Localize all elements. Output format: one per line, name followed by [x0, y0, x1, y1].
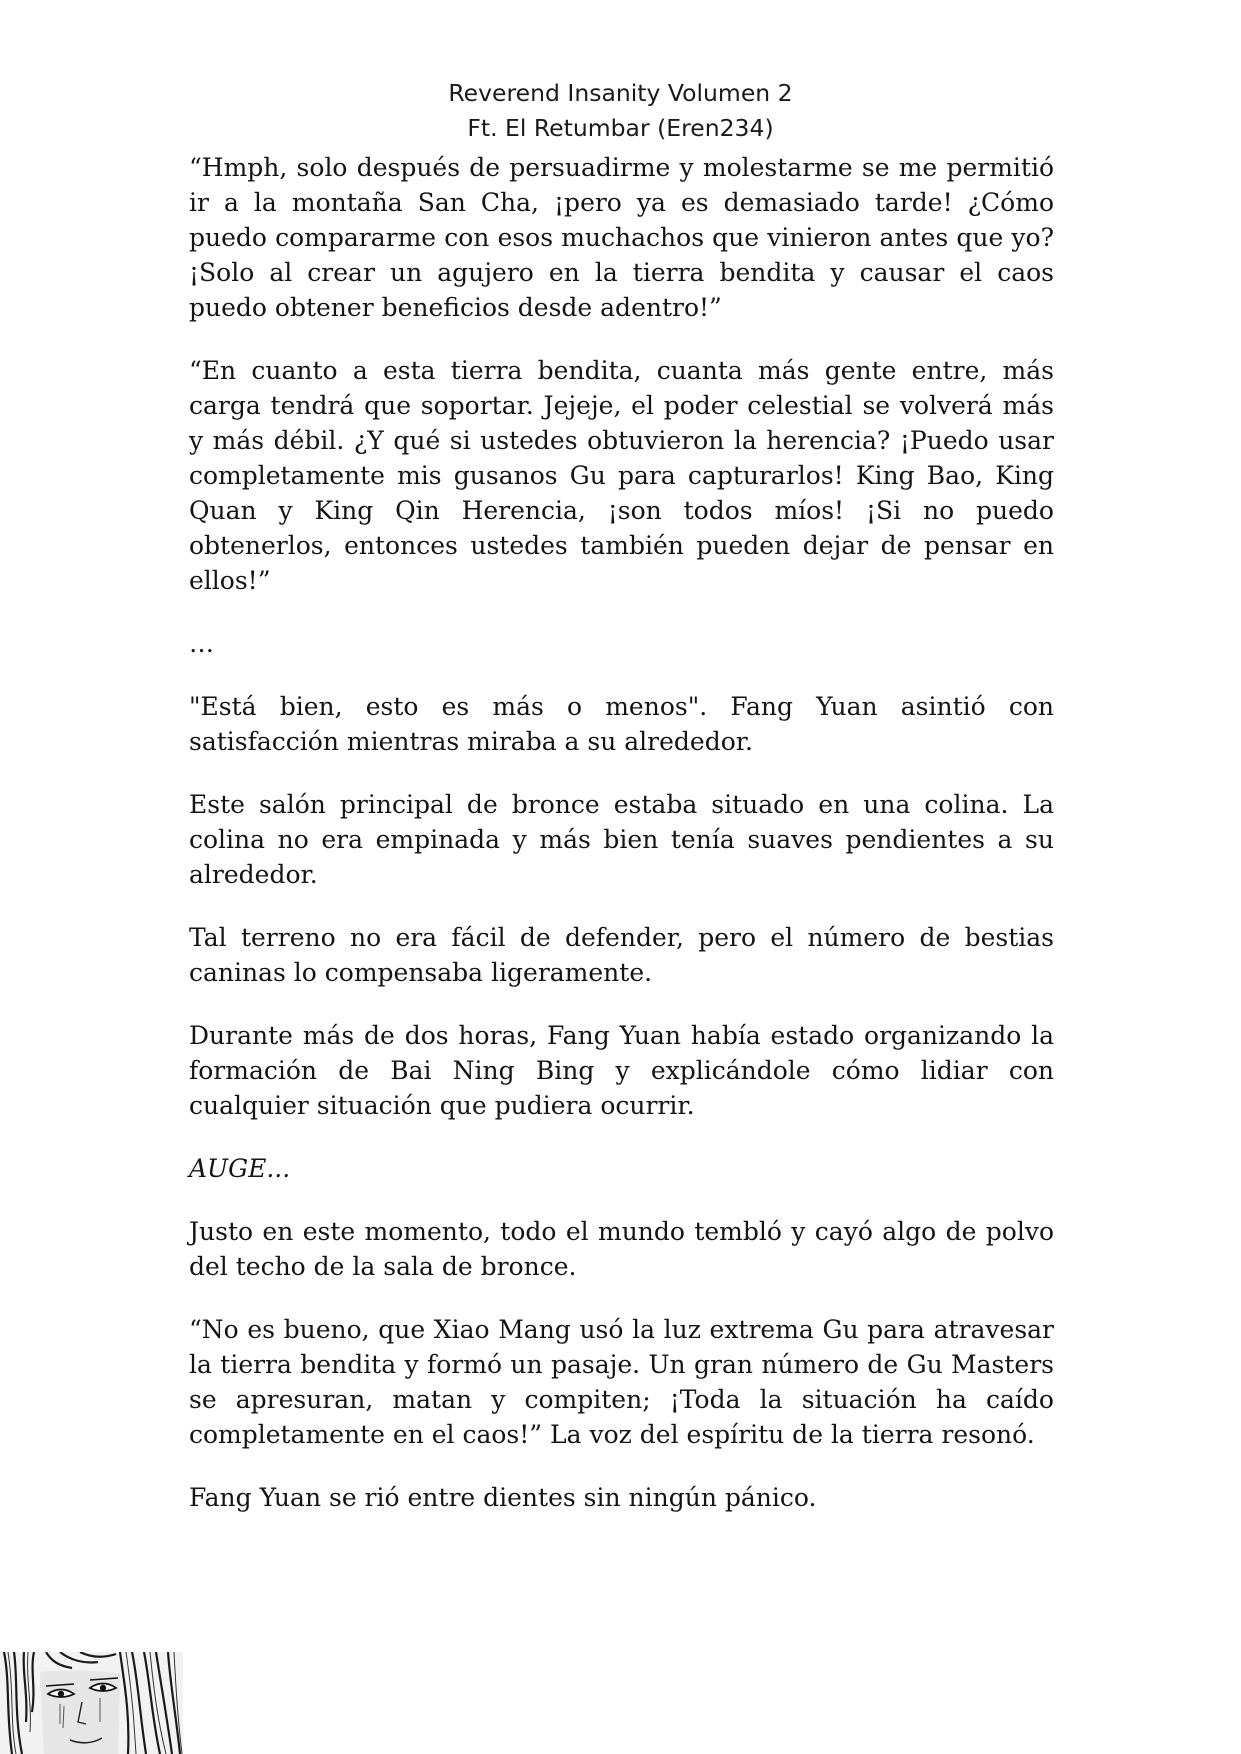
paragraph: "Está bien, esto es más o menos". Fang Yuan asintió con satisfacción mientras miraba a su alrededor.: [189, 692, 1054, 756]
header-subtitle: Ft. El Retumbar (Eren234): [467, 114, 774, 142]
paragraph: “No es bueno, que Xiao Mang usó la luz extrema Gu para atravesar la tierra bendita y formó un pasaje. Un gran número de Gu Masters se apresuran, matan y compiten; ¡Toda la situación ha caído completamente en el caos!” La voz del espíritu de la tierra resonó.: [189, 1315, 1054, 1449]
portrait-drawing: [0, 1652, 183, 1754]
paragraph: Tal terreno no era fácil de defender, pero el número de bestias caninas lo compensaba ligeramente.: [189, 923, 1054, 987]
paragraph: Durante más de dos horas, Fang Yuan había estado organizando la formación de Bai Ning Bing y explicándole cómo lidiar con cualquier situación que pudiera ocurrir.: [189, 1021, 1054, 1120]
sound-effect: AUGE...: [189, 1154, 291, 1183]
paragraph: Fang Yuan se rió entre dientes sin ningún pánico.: [189, 1483, 817, 1512]
paragraph: Este salón principal de bronce estaba situado en una colina. La colina no era empinada y más bien tenía suaves pendientes a su alrededor.: [189, 790, 1054, 889]
header-title: Reverend Insanity Volumen 2: [448, 79, 793, 107]
document-body: [189, 150, 1054, 1543]
paragraph: “Hmph, solo después de persuadirme y molestarme se me permitió ir a la montaña San Cha, ¡pero ya es demasiado tarde! ¿Cómo puedo compararme con esos muchachos que vinieron antes que yo? ¡Solo al crear un agujero en la tierra bendita y causar el caos puedo obtener beneficios desde adentro!”: [189, 153, 1054, 322]
scene-break: …: [189, 629, 214, 658]
paragraph: Justo en este momento, todo el mundo tembló y cayó algo de polvo del techo de la sala de bronce.: [189, 1217, 1054, 1281]
paragraph: “En cuanto a esta tierra bendita, cuanta más gente entre, más carga tendrá que soportar. Jejeje, el poder celestial se volverá más y más débil. ¿Y qué si ustedes obtuvieron la herencia? ¡Puedo usar completamente mis gusanos Gu para capturarlos! King Bao, King Quan y King Qin Herencia, ¡son todos míos! ¡Si no puedo obtenerlos, entonces ustedes también pueden dejar de pensar en ellos!”: [189, 356, 1054, 595]
document-header: [0, 76, 1241, 146]
manga-character-portrait-icon: [0, 1652, 183, 1754]
